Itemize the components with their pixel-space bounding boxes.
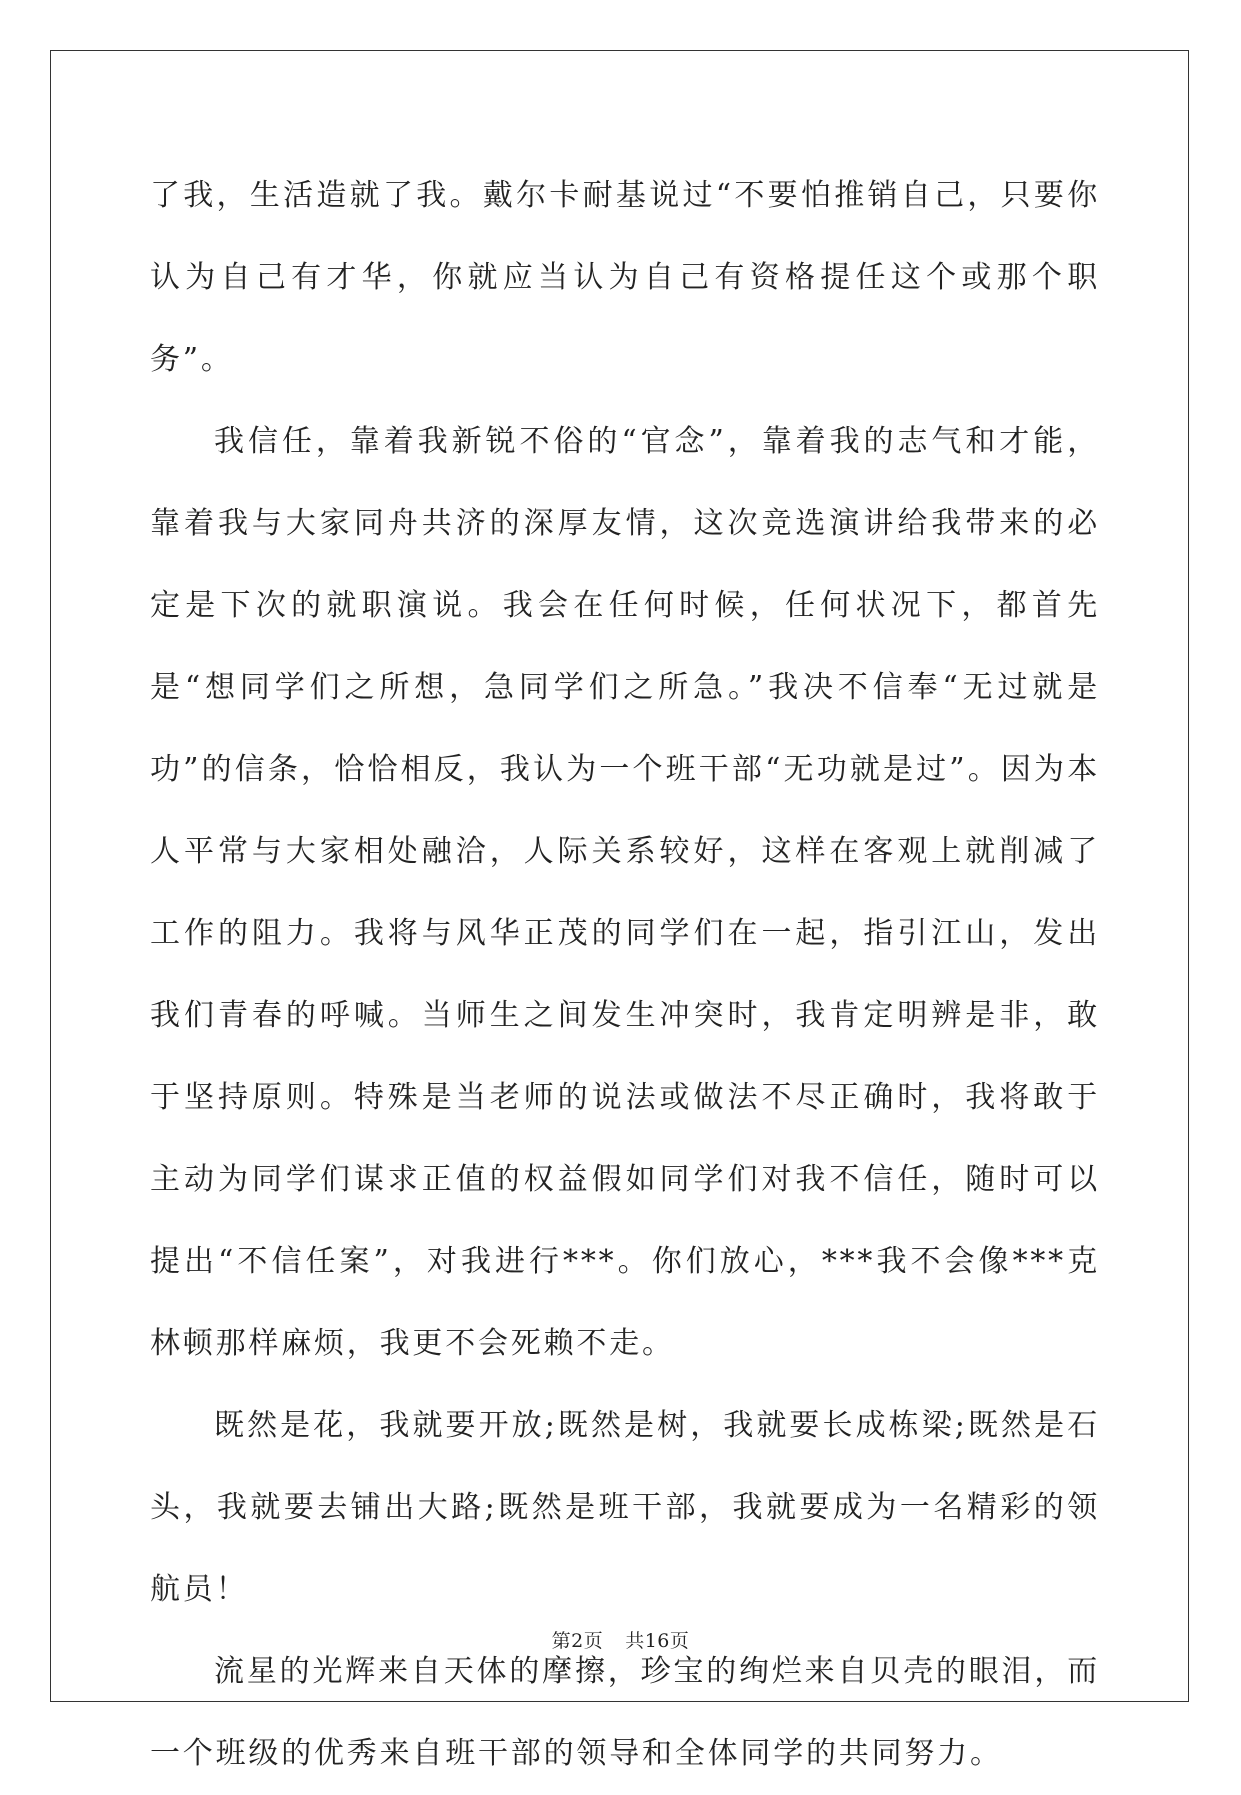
- paragraph-4: 流星的光辉来自天体的摩擦，珍宝的绚烂来自贝壳的眼泪，而一个班级的优秀来自班干部的领导和全体同学的共同努力。: [150, 1654, 1100, 1771]
- document-body: [150, 155, 1100, 1795]
- page-total: 共16页: [625, 1630, 690, 1652]
- page-number: 第2页: [551, 1630, 604, 1652]
- paragraph-1: 了我，生活造就了我。戴尔卡耐基说过“不要怕推销自己，只要你认为自己有才华，你就应当认为自己有资格提任这个或那个职务”。: [150, 178, 1100, 377]
- page-footer: [0, 1626, 1241, 1653]
- paragraph-3: 既然是花，我就要开放;既然是树，我就要长成栋梁;既然是石头，我就要去铺出大路;既然是班干部，我就要成为一名精彩的领航员！: [150, 1408, 1100, 1607]
- paragraph-2: 我信任，靠着我新锐不俗的“官念”，靠着我的志气和才能，靠着我与大家同舟共济的深厚友情，这次竞选演讲给我带来的必定是下次的就职演说。我会在任何时候，任何状况下，都首先是“想同学们之所想，急同学们之所急。”我决不信奉“无过就是功”的信条，恰恰相反，我认为一个班干部“无功就是过”。因为本人平常与大家相处融洽，人际关系较好，这样在客观上就削减了工作的阻力。我将与风华正茂的同学们在一起，指引江山，发出我们青春的呼喊。当师生之间发生冲突时，我肯定明辨是非，敢于坚持原则。特殊是当老师的说法或做法不尽正确时，我将敢于主动为同学们谋求正值的权益假如同学们对我不信任，随时可以提出“不信任案”，对我进行***。你们放心，***我不会像***克林顿那样麻烦，我更不会死赖不走。: [150, 424, 1100, 1361]
